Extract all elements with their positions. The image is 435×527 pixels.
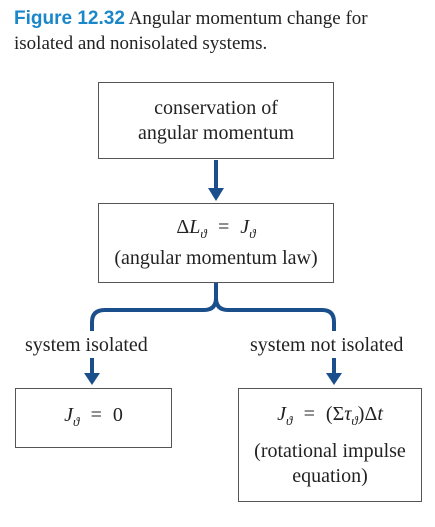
arrowhead-not-isolated — [326, 373, 342, 385]
isolated-equation: $J_ϑ$ = 0 — [64, 403, 123, 429]
label-system-not-isolated: system not isolated — [250, 334, 404, 356]
branch-connector — [92, 283, 334, 331]
caption-text: Angular momentum change for isolated and nonisolated systems. — [14, 8, 368, 54]
conservation-line2: angular momentum — [137, 121, 295, 144]
isolated-box — [15, 388, 172, 448]
label-system-isolated: system isolated — [25, 334, 148, 356]
conservation-box — [98, 82, 334, 159]
angular-momentum-law-box — [98, 203, 334, 283]
conservation-line1: conservation of — [154, 96, 278, 119]
not-isolated-box — [238, 388, 422, 502]
impulse-equation: $J_ϑ$ = $(\Sigma\tau_ϑ)\Delta t$ — [277, 402, 383, 428]
arrowhead-law — [208, 188, 224, 201]
impulse-description-line1: (rotational impulse — [254, 439, 406, 462]
impulse-description-line2: equation) — [292, 464, 368, 487]
arrowhead-isolated — [84, 373, 100, 385]
law-equation: $\Delta L_ϑ$ = $J_ϑ$ — [176, 216, 256, 241]
figure-label: Figure 12.32 — [14, 8, 125, 29]
law-description: (angular momentum law) — [114, 247, 318, 269]
